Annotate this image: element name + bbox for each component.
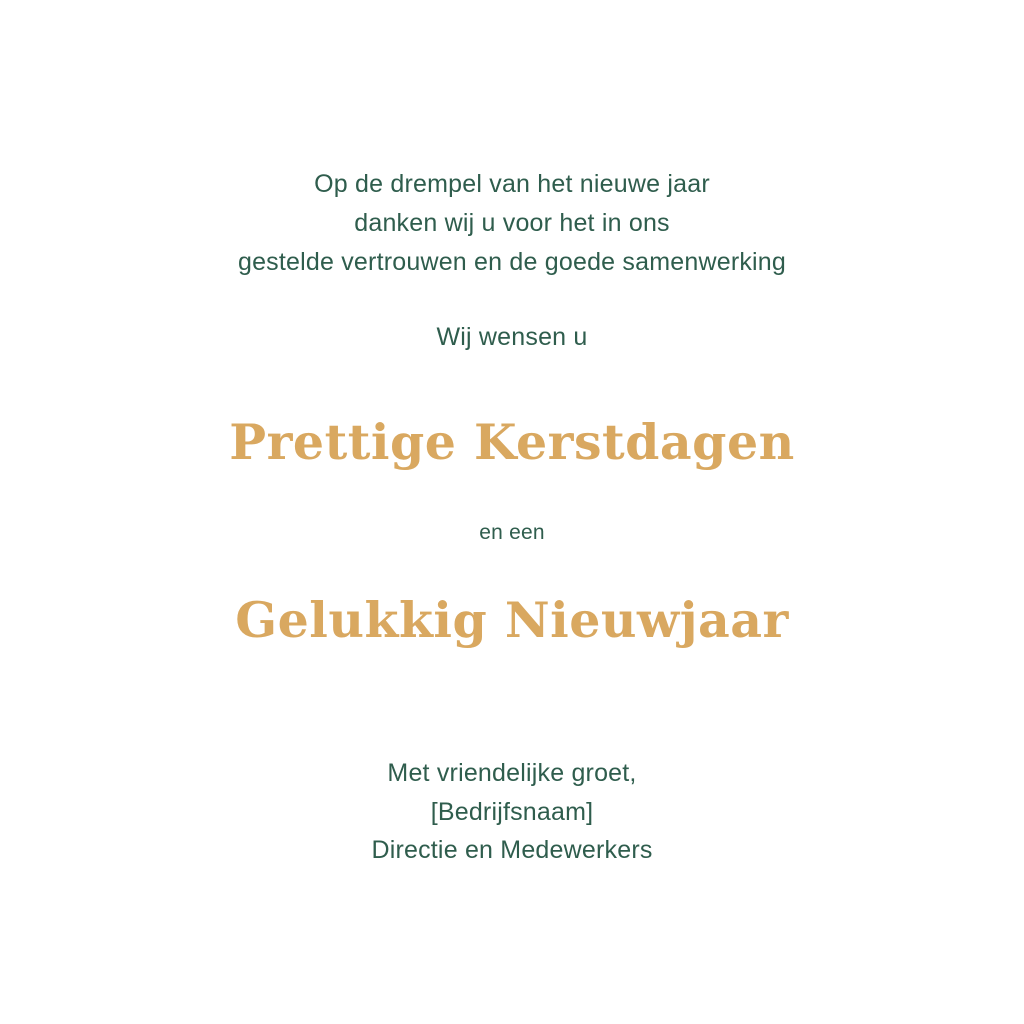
intro-text-block (0, 165, 1024, 282)
intro-line-2: danken wij u voor het in ons (354, 209, 670, 237)
connector-text: en een (479, 521, 545, 544)
headline-gelukkig-nieuwjaar: Gelukkig Nieuwjaar (235, 591, 789, 649)
signoff-line-signature: Directie en Medewerkers (371, 836, 653, 865)
intro-line-3: gestelde vertrouwen en de goede samenwerking (237, 248, 787, 276)
wish-lead-text: Wij wensen u (436, 323, 588, 351)
signoff-line-company: [Bedrijfsnaam] (430, 797, 594, 826)
signoff-text-block (0, 754, 1024, 870)
intro-line-1: Op de drempel van het nieuwe jaar (314, 170, 710, 198)
headline-prettige-kerstdagen: Prettige Kerstdagen (229, 413, 795, 471)
signoff-line-greeting: Met vriendelijke groet, (387, 759, 637, 787)
